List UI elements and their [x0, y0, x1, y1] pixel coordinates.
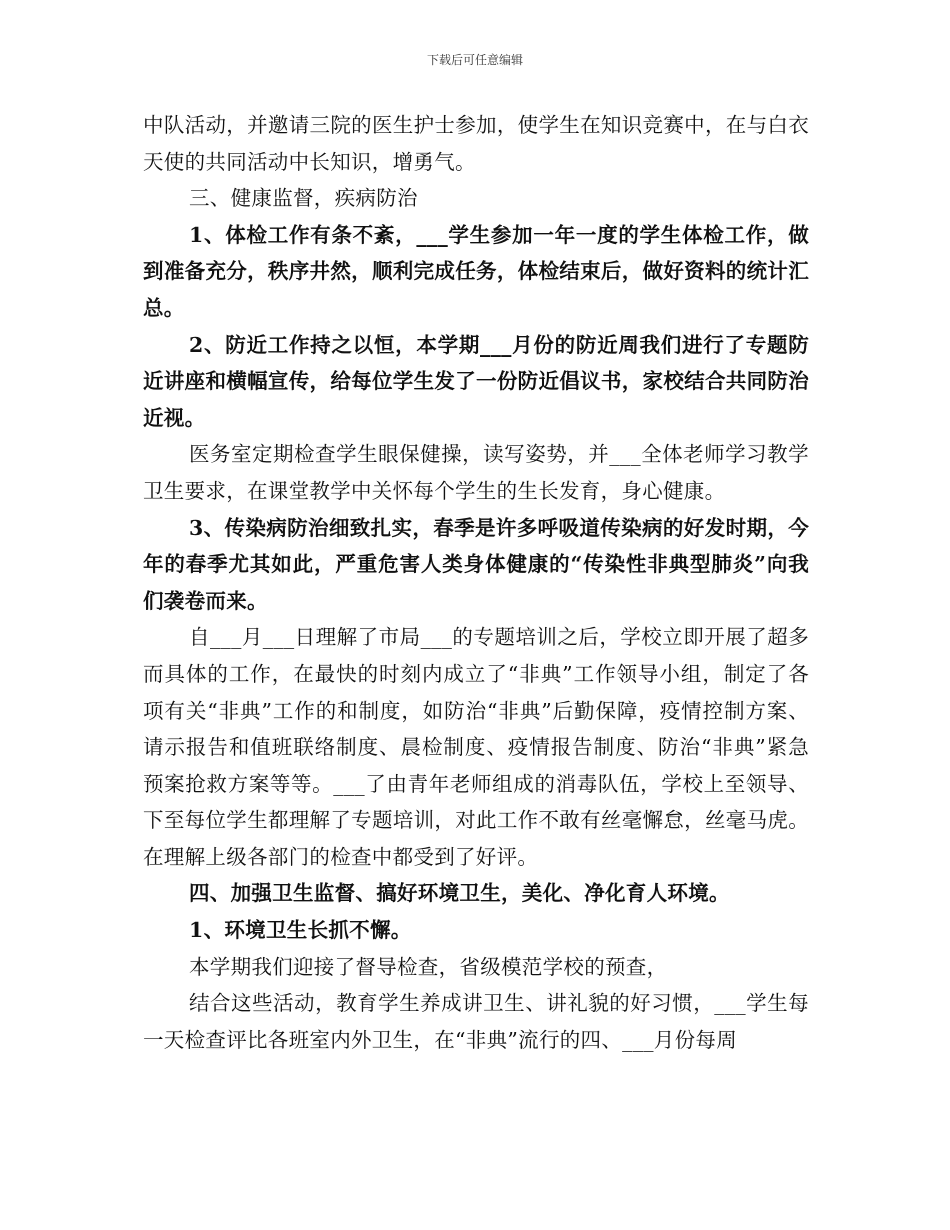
paragraph: 医务室定期检查学生眼保健操，读写姿势，并___全体老师学习教学卫生要求，在课堂教学中关怀每个学生的生长发育，身心健康。: [143, 442, 809, 503]
paragraph-bold: 2、防近工作持之以恒，本学期___月份的防近周我们进行了专题防近讲座和横幅宣传，给每位学生发了一份防近倡议书，家校结合共同防治近视。: [143, 332, 809, 430]
paragraph: 本学期我们迎接了督导检查，省级模范学校的预查，: [189, 954, 668, 979]
subsection-heading: 1、环境卫生长抓不懈。: [189, 918, 412, 943]
page-header: 下载后可任意编辑: [426, 53, 523, 67]
paragraph: 中队活动，并邀请三院的医生护士参加，使学生在知识竞赛中，在与白衣天使的共同活动中长知识，增勇气。: [143, 113, 809, 174]
section-heading: 四、加强卫生监督、搞好环境卫生，美化、净化育人环境。: [189, 881, 730, 906]
paragraph-bold: 1、体检工作有条不紊，___学生参加一年一度的学生体检工作，做到准备充分，秩序井然，顺利完成任务，体检结束后，做好资料的统计汇总。: [143, 222, 809, 320]
section-heading: 三、健康监督，疾病防治: [189, 186, 418, 211]
paragraph: 结合这些活动，教育学生养成讲卫生、讲礼貌的好习惯，___学生每一天检查评比各班室内外卫生，在“非典”流行的四、___月份每周: [143, 991, 809, 1052]
paragraph-bold: 3、传染病防治细致扎实，春季是许多呼吸道传染病的好发时期，今年的春季尤其如此，严重危害人类身体健康的“传染性非典型肺炎”向我们袭卷而来。: [143, 515, 809, 613]
document-body: [143, 107, 809, 1058]
paragraph: 自___月___日理解了市局___的专题培训之后，学校立即开展了超多而具体的工作，在最快的时刻内成立了“非典”工作领导小组，制定了各项有关“非典”工作的和制度，如防治“非典”后勤保障，疫情控制方案、请示报告和值班联络制度、晨检制度、疫情报告制度、防治“非典”紧急预案抢救方案等等。___了由青年老师组成的消毒队伍，学校上至领导、下至每位学生都理解了专题培训，对此工作不敢有丝毫懈怠，丝毫马虎。在理解上级各部门的检查中都受到了好评。: [143, 625, 809, 869]
